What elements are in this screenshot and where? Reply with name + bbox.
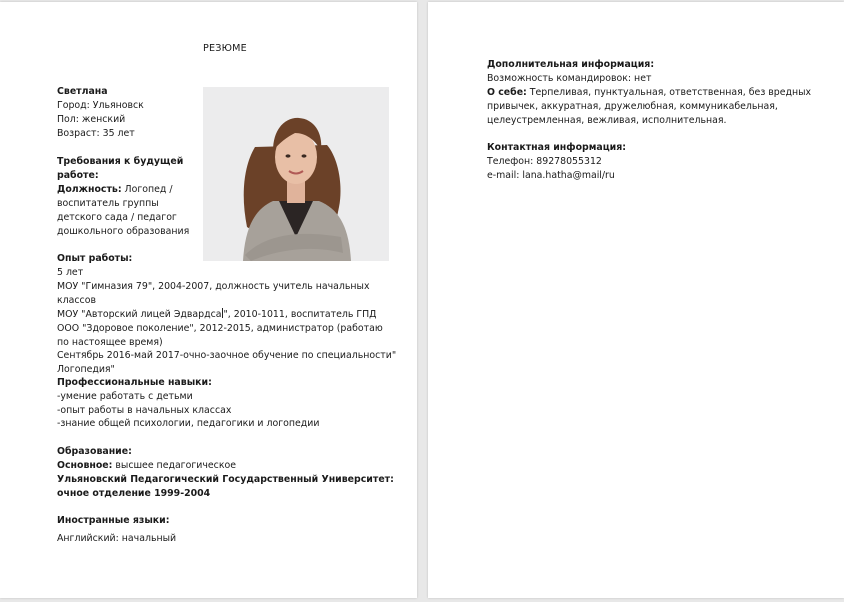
additional-info-heading: Дополнительная информация: <box>487 59 655 70</box>
email-line: e-mail: lana.hatha@mail/ru <box>487 170 615 181</box>
about-text: Терпеливая, пунктуальная, ответственная, без вредных <box>526 87 812 98</box>
skill-item: -опыт работы в начальных классах <box>57 405 232 416</box>
experience-line: классов <box>57 295 96 306</box>
document-page-2 <box>428 2 844 598</box>
position-line <box>57 183 173 197</box>
resume-title: РЕЗЮМЕ <box>203 43 247 54</box>
about-text-line: привычек, аккуратная, дружелюбная, коммуникабельная, <box>487 101 778 112</box>
position-value: Логопед / <box>121 184 173 195</box>
position-value-3: детского сада / педагог <box>57 212 177 223</box>
skills-heading: Профессиональные навыки: <box>57 377 212 388</box>
position-value-2: воспитатель группы <box>57 198 159 209</box>
education-level-label: Основное: <box>57 460 113 471</box>
experience-line: по настоящее время) <box>57 337 163 348</box>
university-line: Ульяновский Педагогический Государственный Университет: <box>57 474 394 485</box>
requirements-heading-cont: работе: <box>57 170 99 181</box>
study-form-line: очное отделение 1999-2004 <box>57 488 211 499</box>
phone-line: Телефон: 89278055312 <box>487 156 602 167</box>
languages-heading: Иностранные языки: <box>57 515 170 526</box>
position-label: Должность: <box>57 184 122 195</box>
age-line: Возраст: 35 лет <box>57 128 135 139</box>
sex-line: Пол: женский <box>57 114 126 125</box>
portrait-photo <box>203 87 389 261</box>
business-trips-line: Возможность командировок: нет <box>487 73 652 84</box>
experience-line-start: МОУ "Авторский лицей Эдвардса <box>57 309 222 320</box>
skill-item: -знание общей психологии, педагогики и логопедии <box>57 418 320 429</box>
requirements-heading: Требования к будущей <box>57 156 184 167</box>
experience-line: Сентябрь 2016-май 2017-очно-заочное обучение по специальности" <box>57 350 397 361</box>
education-level <box>57 459 236 473</box>
education-level-value: высшее педагогическое <box>112 460 236 471</box>
city-line: Город: Ульяновск <box>57 100 144 111</box>
about-text-line: целеустремленная, вежливая, исполнительная. <box>487 115 727 126</box>
skill-item: -умение работать с детьми <box>57 391 193 402</box>
about-line <box>487 86 811 100</box>
experience-line: МОУ "Гимназия 79", 2004-2007, должность учитель начальных <box>57 281 370 292</box>
contact-heading: Контактная информация: <box>487 142 626 153</box>
position-value-4: дошкольного образования <box>57 226 190 237</box>
education-heading: Образование: <box>57 446 132 457</box>
experience-line-end: ", 2010-1011, воспитатель ГПД <box>223 309 377 320</box>
experience-line: ООО "Здоровое поколение", 2012-2015, администратор (работаю <box>57 323 383 334</box>
languages-value: Английский: начальный <box>57 533 177 544</box>
experience-line: Логопедия" <box>57 364 115 375</box>
experience-line: 5 лет <box>57 267 84 278</box>
candidate-name: Светлана <box>57 86 108 97</box>
document-page-1 <box>0 2 417 598</box>
experience-heading: Опыт работы: <box>57 253 133 264</box>
experience-line <box>57 308 376 322</box>
about-label: О себе: <box>487 87 527 98</box>
portrait-photo-icon <box>203 87 389 261</box>
